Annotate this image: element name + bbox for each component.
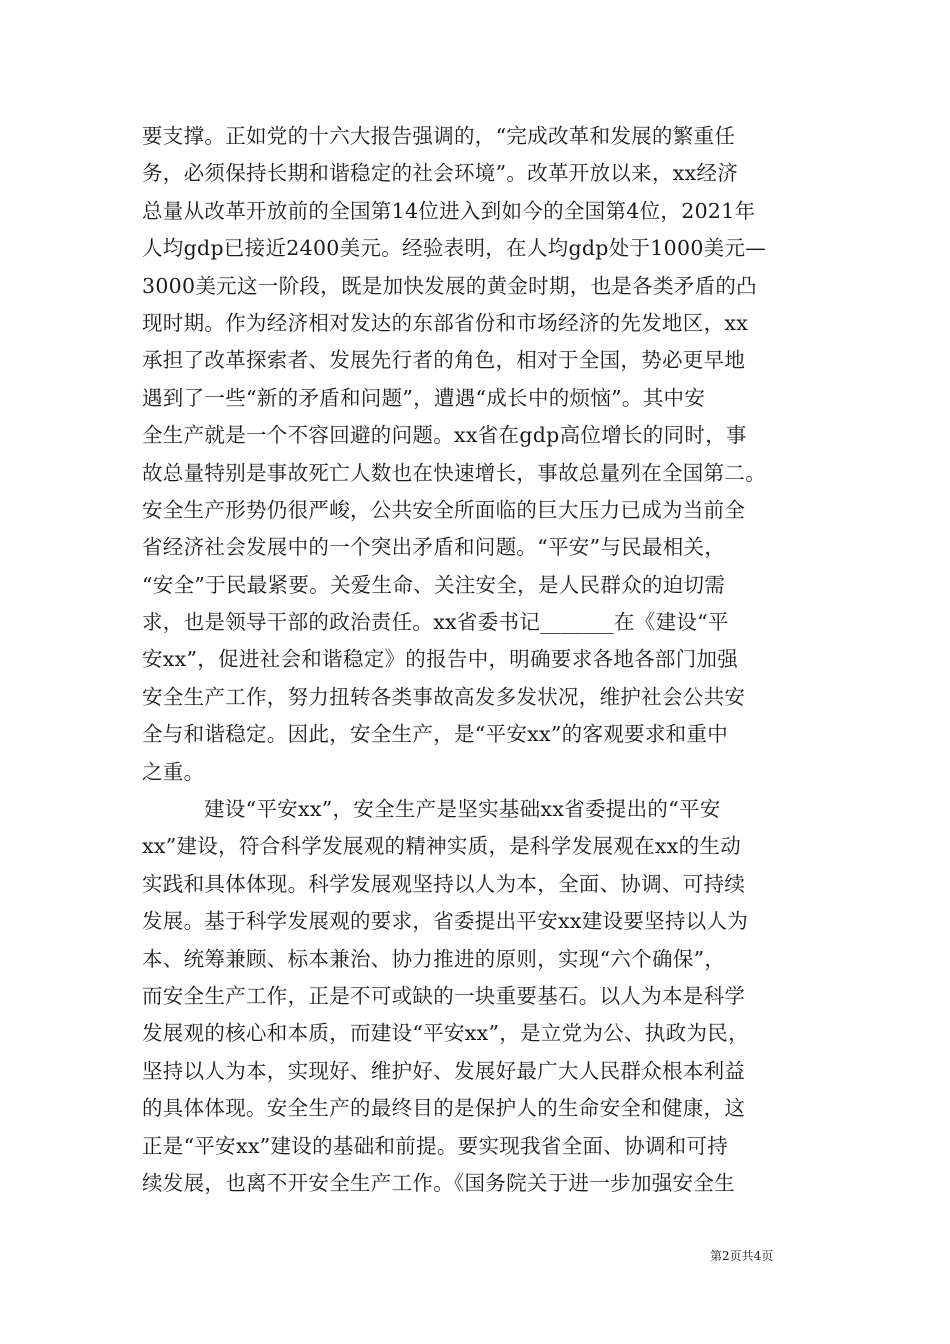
page-number: 第2页共4页 [710, 1249, 774, 1263]
text-line: 续发展，也离不开安全生产工作。《国务院关于进一步加强安全生 [142, 1170, 735, 1195]
body-text [142, 118, 812, 1202]
text-line: 要支撑。正如党的十六大报告强调的，“完成改革和发展的繁重任 [142, 124, 736, 148]
text-line: 3000美元这一阶段，既是加快发展的黄金时期，也是各类矛盾的凸 [142, 273, 757, 298]
text-line: 省经济社会发展中的一个突出矛盾和问题。“平安”与民最相关， [142, 535, 726, 560]
text-line: 安全生产工作，努力扭转各类事故高发多发状况，维护社会公共安 [142, 684, 746, 709]
text-line: “安全”于民最紧要。关爱生命、关注安全，是人民群众的迫切需 [142, 572, 726, 597]
text-line: 之重。 [142, 759, 205, 784]
text-line: xx”建设，符合科学发展观的精神实质，是科学发展观在xx的生动 [142, 834, 742, 859]
text-line: 安xx”，促进社会和谐稳定》的报告中，明确要求各地各部门加强 [142, 647, 739, 672]
text-line: 承担了改革探索者、发展先行者的角色，相对于全国，势必更早地 [142, 348, 746, 373]
text-line: 总量从改革开放前的全国第14位进入到如今的全国第4位，2021年 [142, 198, 756, 223]
text-line: 故总量特别是事故死亡人数也在快速增长，事故总量列在全国第二。 [142, 460, 766, 485]
text-line: 全与和谐稳定。因此，安全生产，是“平安xx”的客观要求和重中 [142, 722, 729, 747]
text-line: 而安全生产工作，正是不可或缺的一块重要基石。以人为本是科学 [142, 983, 746, 1008]
text-line: 务，必须保持长期和谐稳定的社会环境”。改革开放以来，xx经济 [142, 161, 739, 186]
text-line: 建设“平安xx”，安全生产是坚实基础xx省委提出的“平安 [204, 797, 721, 822]
text-line: 发展观的核心和本质，而建设“平安xx”，是立党为公、执政为民， [142, 1021, 749, 1046]
text-line: 实践和具体体现。科学发展观坚持以人为本，全面、协调、可持续 [142, 871, 746, 896]
text-line: 遇到了一些“新的矛盾和问题”，遭遇“成长中的烦恼”。其中安 [142, 385, 706, 410]
text-line: 全生产就是一个不容回避的问题。xx省在gdp高位增长的同时，事 [142, 423, 747, 448]
text-line: 的具体体现。安全生产的最终目的是保护人的生命安全和健康，这 [142, 1096, 746, 1121]
text-line: 求，也是领导干部的政治责任。xx省委书记_______在《建设“平 [142, 610, 729, 635]
text-line: 正是“平安xx”建设的基础和前提。要实现我省全面、协调和可持 [142, 1133, 729, 1158]
text-line: 发展。基于科学发展观的要求，省委提出平安xx建设要坚持以人为 [142, 909, 749, 934]
text-line: 现时期。作为经济相对发达的东部省份和市场经济的先发地区，xx [142, 310, 749, 335]
text-line: 本、统筹兼顾、标本兼治、协力推进的原则，实现“六个确保”， [142, 946, 726, 971]
text-line: 人均gdp已接近2400美元。经验表明，在人均gdp处于1000美元— [142, 236, 767, 261]
text-line: 安全生产形势仍很严峻，公共安全所面临的巨大压力已成为当前全 [142, 497, 746, 522]
text-line: 坚持以人为本，实现好、维护好、发展好最广大人民群众根本利益 [142, 1058, 746, 1083]
